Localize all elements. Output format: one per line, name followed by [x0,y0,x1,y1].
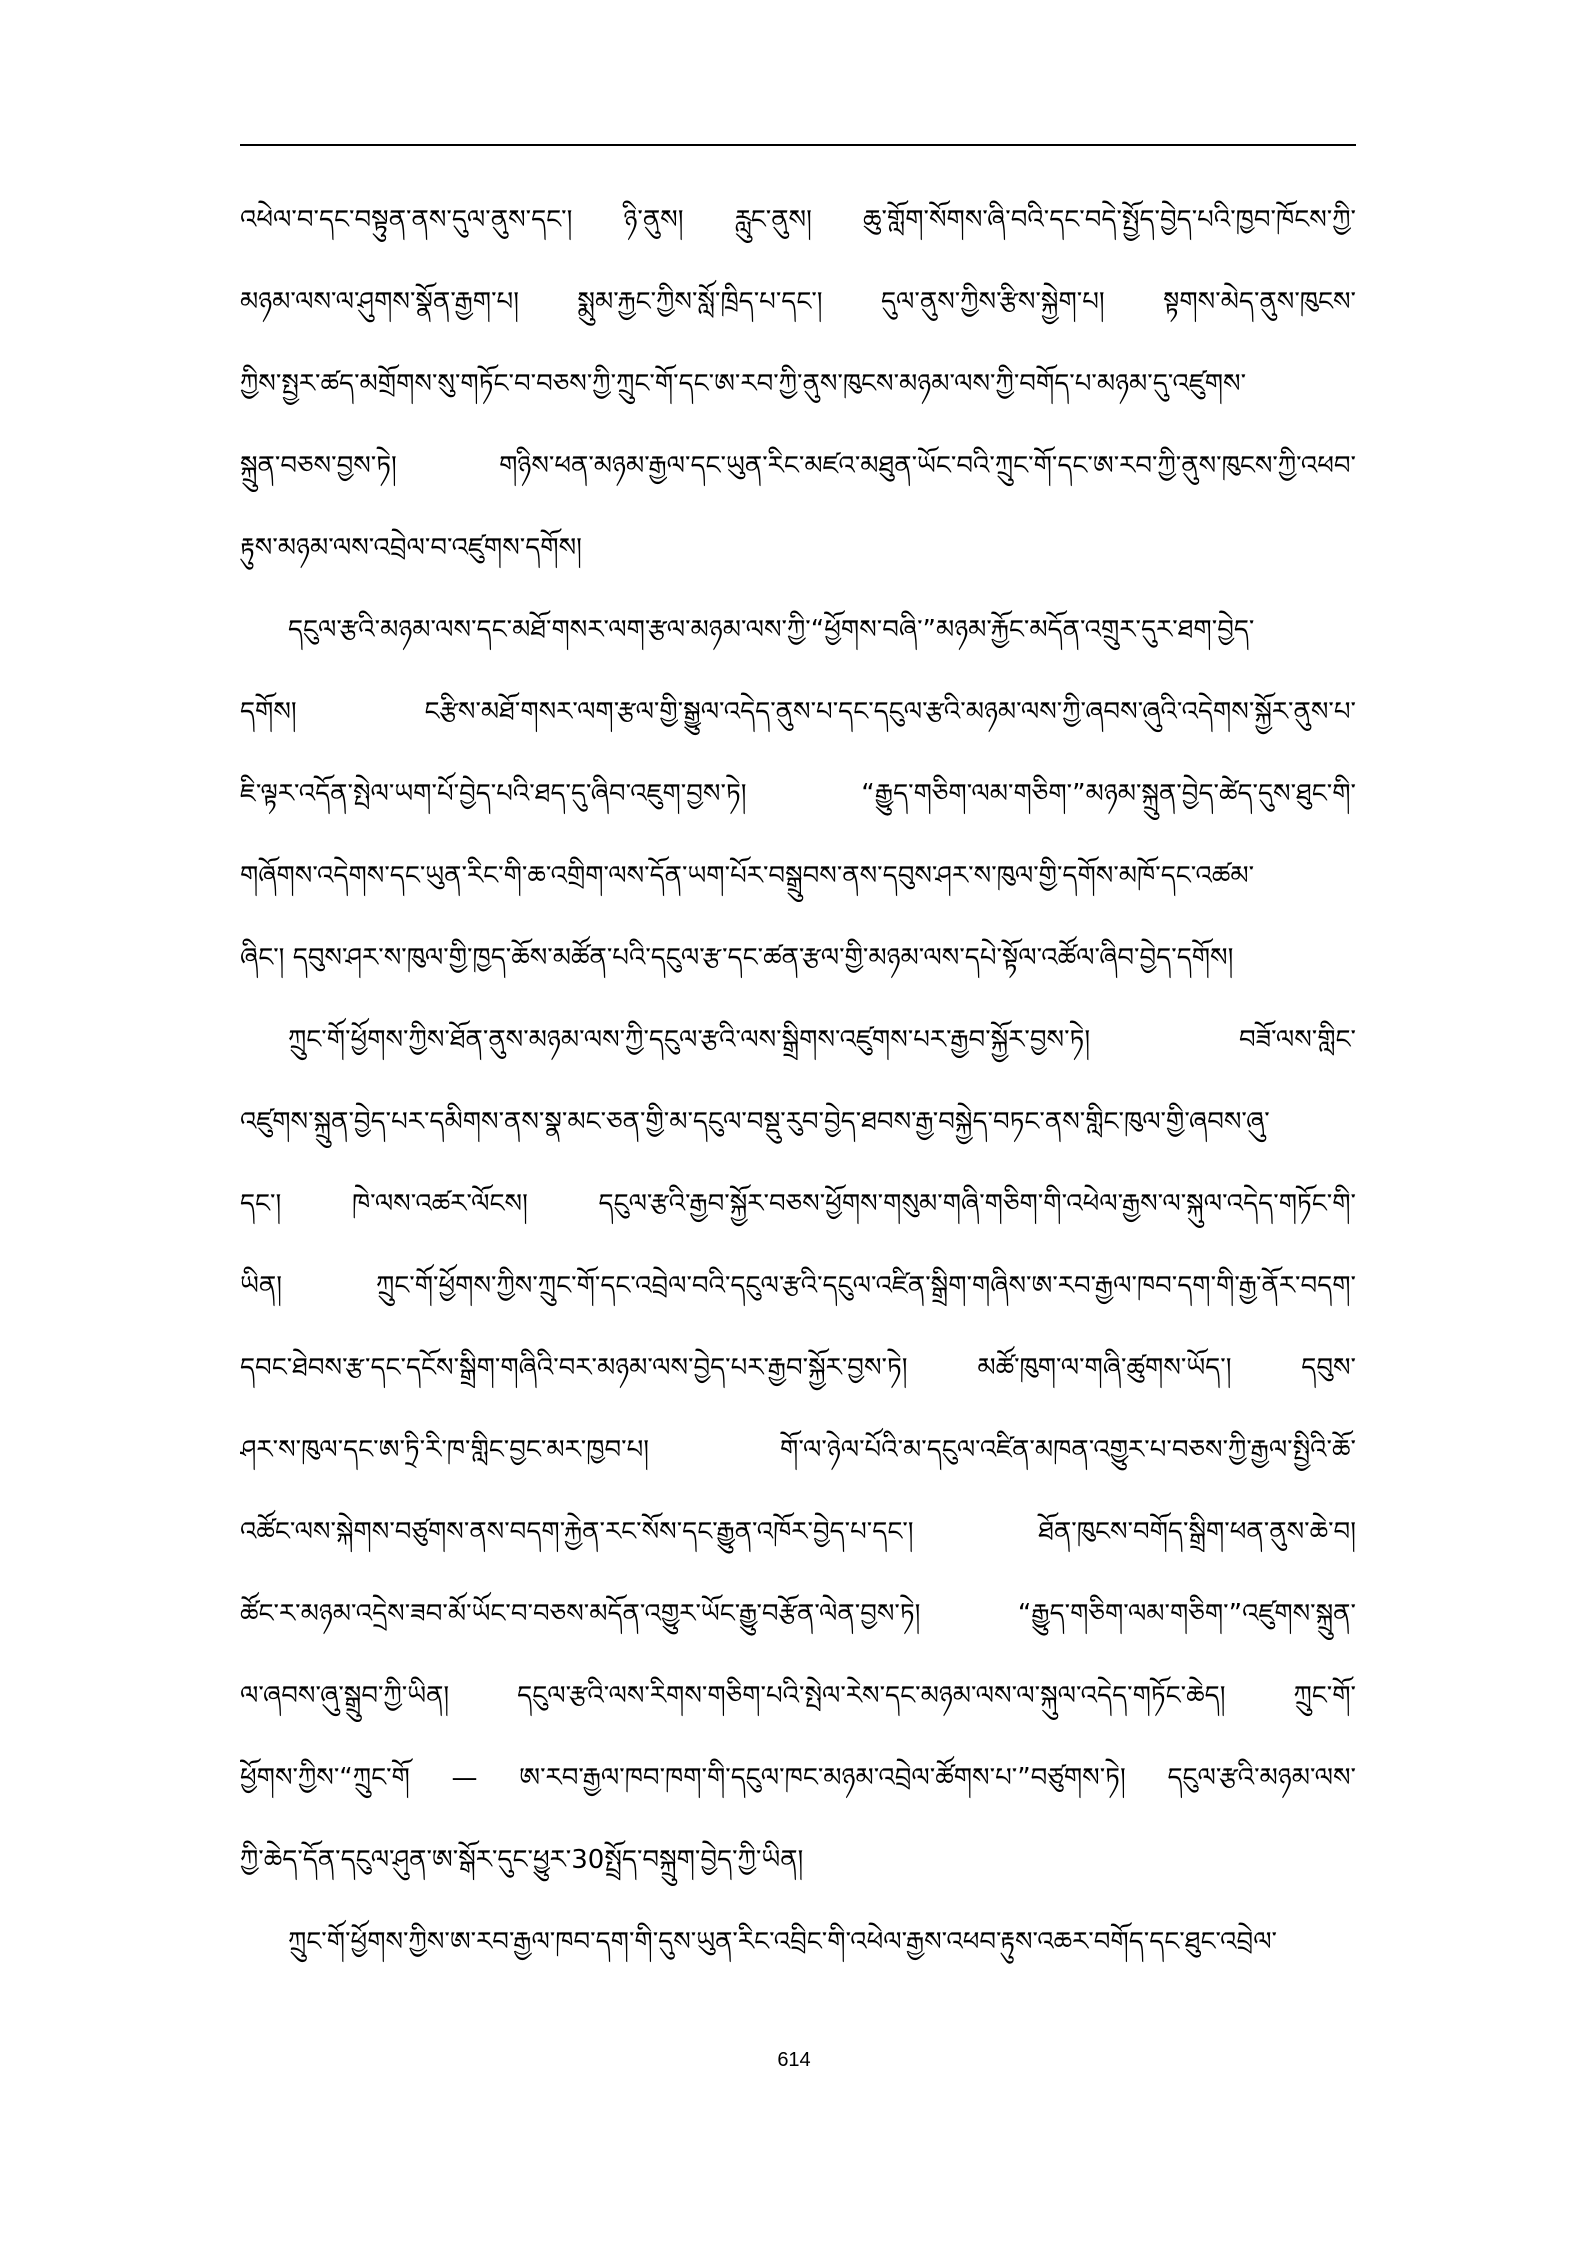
text-line: གཞོགས་འདེགས་དང་ཡུན་རིང་གི་ཆ་འགྲིག་ལས་དོན་ཡག་པོར་བསྒྲུབས་ནས་དབུས་ཤར་ས་ཁུལ་གྱི་དགོས་མཁོ་དང་འཚམ་ [240,861,1255,891]
header-rule [240,144,1356,146]
text-line: ཀྱི་ཆེད་དོན་དངུལ་ཤུན་ཨ་སྒོར་དུང་ཕྱུར་30སྤྲོད་བསྐྲུག་བྱེད་ཀྱི་ཡིན། [240,1845,804,1875]
text-line: འཚོང་ལས་སྐེགས་བཙུགས་ནས་བདག་རྐྱེན་རང་སོས་དང་རྒྱུན་འཁོར་བྱེད་པ་དང་། ཐོན་ཁུངས་བགོད་སྒྲིག་ཕན་ནུས་ཆེ་བ། [240,1517,1356,1547]
text-line: འཛུགས་སྐྲུན་བྱེད་པར་དམིགས་ནས་སྣ་མང་ཅན་གྱི་མ་དངུལ་བསྡུ་རུབ་བྱེད་ཐབས་རྒྱ་བསྐྱེད་བཏང་ནས་གླིང་ཁུལ་གྱི་ཞབས་ཞུ་ [240,1107,1270,1137]
text-line: འཕེལ་བ་དང་བསྟུན་ནས་དུལ་ནུས་དང་། ཉི་ནུས། རླུང་ནུས། ཆུ་གློག་སོགས་ཞི་བའི་དང་བདེ་སྤྱོད་བྱེད་པའི་ཁྱབ་ཁོངས་ཀྱི་ [240,205,1356,235]
text-line: མཉམ་ལས་ལ་ཤུགས་སྣོན་རྒྱག་པ། སྨུམ་རྐྱང་ཀྱིས་སློ་ཁྲིད་པ་དང་། དུལ་ནུས་ཀྱིས་རྩིས་སྐྱེག་པ། སྟགས་མེད་ནུས་ཁུངས་ [240,287,1356,317]
text-line: ཇི་ལྟར་འདོན་སྤེལ་ཡག་པོ་བྱེད་པའི་ཐད་དུ་ཞིབ་འཇུག་བྱས་ཏེ། “རྒྱུད་གཅིག་ལམ་གཅིག་”མཉམ་སྐྲུན་བྱེད་ཚེད་དུས་ཐུང་གི་ [240,779,1356,809]
text-line: ཀྲུང་གོ་ཕྱོགས་ཀྱིས་ཐོན་ནུས་མཉམ་ལས་ཀྱི་དངུལ་རྩའི་ལས་སྒྲིགས་འཛུགས་པར་རྒྱབ་སྐྱོར་བྱས་ཏེ། བཟོ་ལས་གླིང་ [288,1025,1356,1055]
text-line: ཤར་ས་ཁུལ་དང་ཨ་ཏྲི་རི་ཁ་གླིང་བྱང་མར་ཁྱབ་པ། གོ་ལ་ཉེལ་པོའི་མ་དངུལ་འཛིན་མཁན་འགྱུར་པ་བཅས་ཀྱི་རྒྱལ་སྤྱིའི་ཆོ་ [240,1435,1356,1465]
text-line: དགོས། ངརྩིས་མཐོ་གསར་ལག་རྩལ་གྱི་སྒྱུལ་འདེད་ནུས་པ་དང་དངུལ་རྩའི་མཉམ་ལས་ཀྱི་ཞབས་ཞུའི་འདེགས་སྐྱོར་ནུས་པ་ [240,697,1356,727]
text-line: དང་། ཁེ་ལས་འཚར་ལོངས། དངུལ་རྩའི་རྒྱབ་སྐྱོར་བཅས་ཕྱོགས་གསུམ་གཞི་གཅིག་གི་འཕེལ་རྒྱས་ལ་སྐུལ་འདེད་གཏོང་གི་ [240,1189,1356,1219]
page-number: 614 [777,2049,811,2071]
text-line: དངུལ་རྩའི་མཉམ་ལས་དང་མཐོ་གསར་ལག་རྩལ་མཉམ་ལས་ཀྱི་“ཕྱོགས་བཞི་”མཉམ་རྐྱོང་མདོན་འགྲུར་དུར་ཐག་བྱེད་ [288,615,1255,645]
body-text [240,196,1356,2000]
text-line: ཀྲུང་གོ་ཕྱོགས་ཀྱིས་ཨ་རབ་རྒྱལ་ཁབ་དག་གི་དུས་ཡུན་རིང་འབྲིང་གི་འཕེལ་རྒྱས་འཕབ་རྟུས་འཆར་བགོད་དང་ཐུང་འབྲེལ་ [288,1927,1278,1957]
text-line: ཚོང་ར་མཉམ་འདྲེས་ཟབ་མོ་ཡོང་བ་བཅས་མདོན་འགྱུར་ཡོང་རྒྱུ་བརྩོན་ལེན་བྱས་ཏེ། “རྒྱུད་གཅིག་ལམ་གཅིག་”འཛུགས་སྐྲུན་ [240,1599,1356,1629]
text-line: ཀྱིས་སྤྱར་ཚད་མགྲོགས་སུ་གཏོང་བ་བཅས་ཀྱི་ཀྲུང་གོ་དང་ཨ་རབ་ཀྱི་ནུས་ཁུངས་མཉམ་ལས་ཀྱི་བགོད་པ་མཉམ་དུ་འཛུགས་ [240,369,1247,399]
text-line: ཡིན། ཀྲུང་གོ་ཕྱོགས་ཀྱིས་ཀྲུང་གོ་དང་འབྲེལ་བའི་དངུལ་རྩའི་དངུལ་འཛིན་སྒྲིག་གཞིས་ཨ་རབ་རྒྱལ་ཁབ་དག་གི་རྒྱ་ནོར་བདག་ [240,1271,1356,1301]
text-line: རྟུས་མཉམ་ལས་འབྲེལ་བ་འཛུགས་དགོས། [240,533,582,563]
text-line: ཞིང་། དབུས་ཤར་ས་ཁུལ་གྱི་ཁྱད་ཆོས་མཚོན་པའི་དངུལ་རྩ་དང་ཚན་རྩལ་གྱི་མཉམ་ལས་དཔེ་སྟོལ་འཚོལ་ཞིབ་བྱེད་དགོས། [240,943,1234,973]
text-line: ཕྱོགས་ཀྱིས་“ཀྲུང་གོ — ཨ་རབ་རྒྱལ་ཁབ་ཁག་གི་དངུལ་ཁང་མཉམ་འབྲེལ་ཚོགས་པ་”བཙུགས་ཏེ། དངུལ་རྩའི་མཉམ་ལས་ [240,1763,1356,1793]
text-line: དབང་ཐེབས་རྩ་དང་དངོས་སྒྲིག་གཞིའི་བར་མཉམ་ལས་བྱེད་པར་རྒྱབ་སྐྱོར་བྱས་ཏེ། མཚོ་ཁུག་ལ་གཞི་ཚུགས་ཡོད་། དབུས་ [240,1353,1356,1383]
text-line: སྐྲུན་བཅས་བྱས་ཏེ། གཉིས་ཕན་མཉམ་རྒྱལ་དང་ཡུན་རིང་མཛའ་མཐུན་ཡོང་བའི་ཀྲུང་གོ་དང་ཨ་རབ་ཀྱི་ནུས་ཁུངས་ཀྱི་འཕབ་ [240,451,1356,481]
text-line: ལ་ཞབས་ཞུ་སྒྲུབ་ཀྱི་ཡིན། དངུལ་རྩའི་ལས་རིགས་གཅིག་པའི་སྤེལ་རེས་དང་མཉམ་ལས་ལ་སྐུལ་འདེད་གཏོང་ཆེད། ཀྲུང་གོ་ [240,1681,1356,1711]
